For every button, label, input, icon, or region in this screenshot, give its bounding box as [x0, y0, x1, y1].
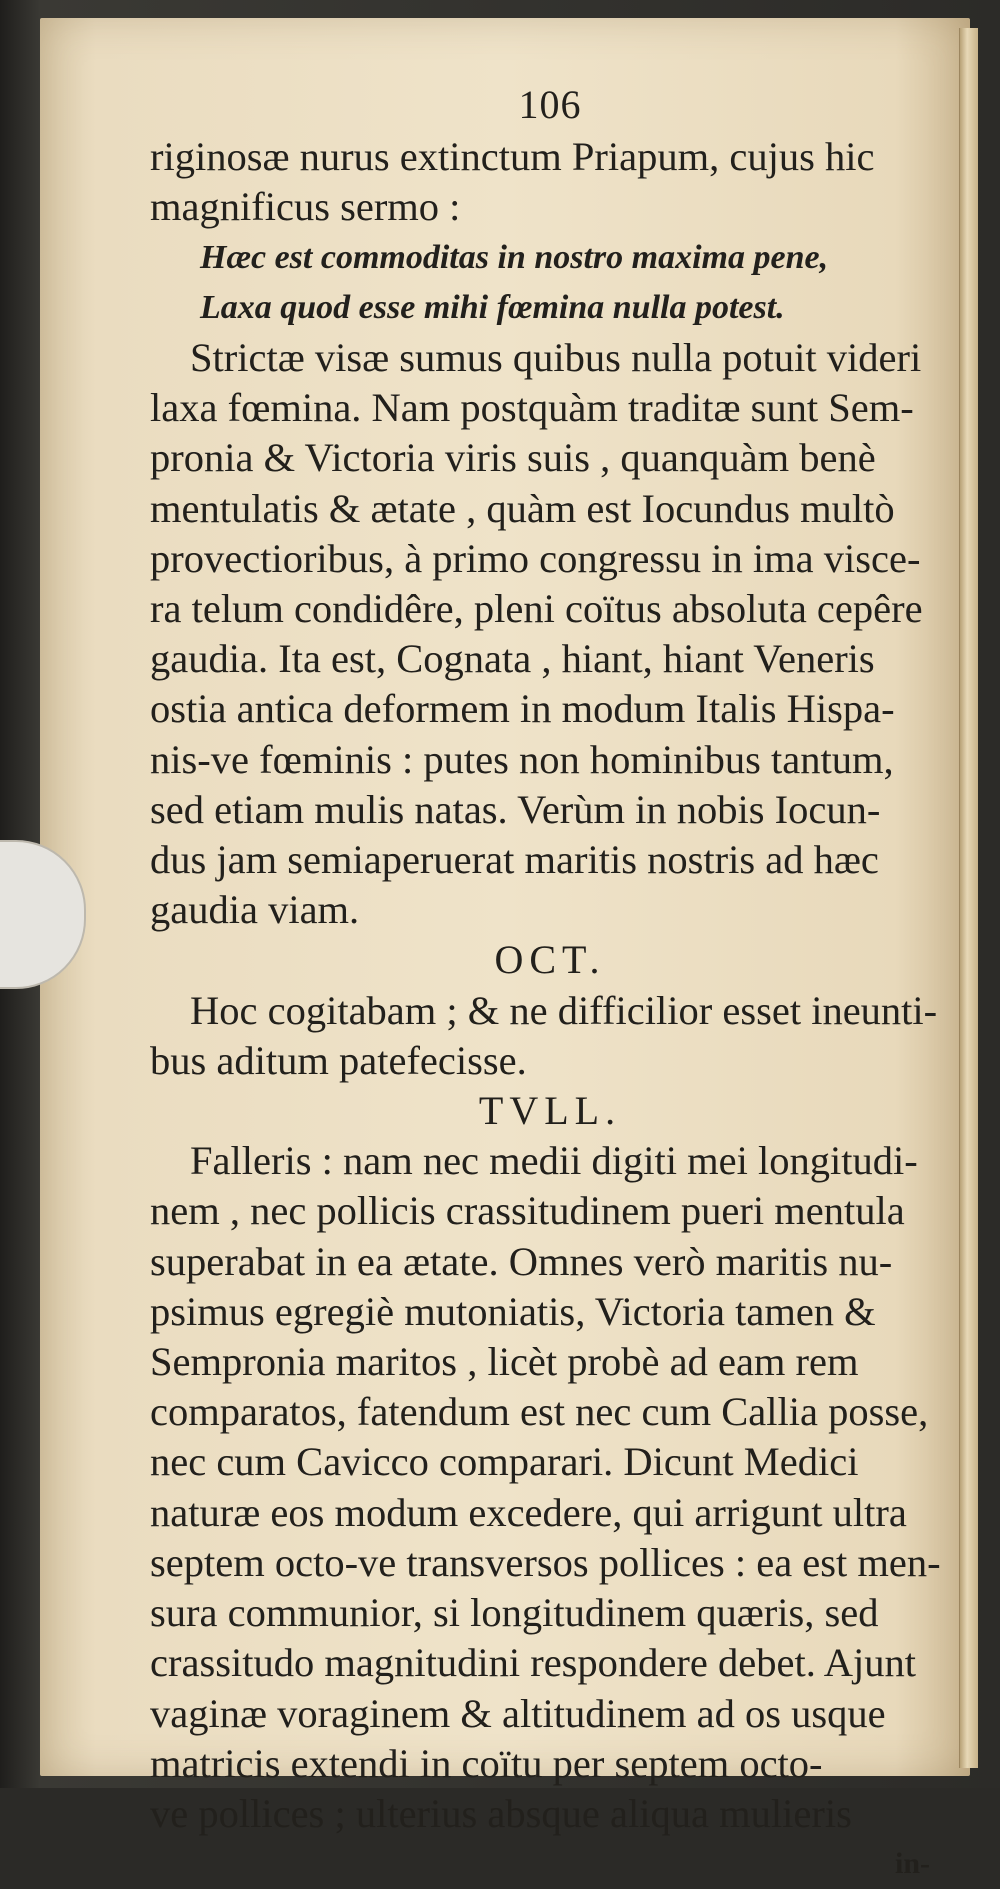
text-line: matricis extendi in coïtu per septem octo-: [150, 1740, 823, 1786]
page-edge: [959, 28, 978, 1768]
speaker-heading: OCT.: [494, 937, 606, 983]
verse-line: Laxa quod esse mihi fœmina nulla potest.: [200, 288, 785, 326]
text-line: vaginæ voraginem & altitudinem ad os usque: [150, 1690, 886, 1736]
text-line: ra telum condidêre, pleni coïtus absoluta cepêre: [150, 586, 923, 632]
text-line: superabat in ea ætate. Omnes verò maritis nu-: [150, 1238, 893, 1284]
text-line: Strictæ visæ sumus quibus nulla potuit videri: [190, 335, 922, 381]
text-line: laxa fœmina. Nam postquàm traditæ sunt Sem-: [150, 385, 914, 431]
text-line: sed etiam mulis natas. Verùm in nobis Iocun-: [150, 786, 881, 832]
text-line: sura communior, si longitudinem quæris, sed: [150, 1590, 879, 1636]
text-line: Hoc cogitabam ; & ne difficilior esset ineunti-: [190, 987, 938, 1033]
text-line: psimus egregiè mutoniatis, Victoria tamen &: [150, 1288, 876, 1334]
text-line: ve pollices ; ulterius absque aliqua mulieris: [150, 1790, 852, 1836]
text-line: gaudia viam.: [150, 887, 360, 933]
text-line: ostia antica deformem in modum Italis Hispa-: [150, 686, 895, 732]
text-line: Sempronia maritos , licèt probè ad eam rem: [150, 1339, 859, 1385]
text-line: nec cum Cavicco comparari. Dicunt Medici: [150, 1439, 859, 1485]
text-line: pronia & Victoria viris suis , quanquàm benè: [150, 435, 876, 481]
text-line: magnificus sermo :: [150, 184, 461, 230]
text-line: nem , nec pollicis crassitudinem pueri mentula: [150, 1188, 905, 1234]
text-line: naturæ eos modum excedere, qui arrigunt ultra: [150, 1489, 907, 1535]
speaker-heading: TVLL.: [478, 1088, 622, 1134]
text-line: Falleris : nam nec medii digiti mei longitudi-: [190, 1138, 918, 1184]
verse-line: Hæc est commoditas in nostro maxima pene,: [200, 238, 829, 276]
text-line: dus jam semiaperuerat maritis nostris ad hæc: [150, 837, 879, 883]
page-text: [150, 80, 950, 1889]
text-line: comparatos, fatendum est nec cum Callia posse,: [150, 1389, 929, 1435]
text-line: bus aditum patefecisse.: [150, 1037, 527, 1083]
page-number: 106: [518, 82, 582, 127]
text-line: riginosæ nurus extinctum Priapum, cujus hic: [150, 134, 875, 180]
text-line: provectioribus, à primo congressu in ima visce-: [150, 535, 921, 581]
text-line: septem octo-ve transversos pollices : ea est men-: [150, 1539, 941, 1585]
text-line: crassitudo magnitudini respondere debet. Ajunt: [150, 1640, 916, 1686]
text-line: gaudia. Ita est, Cognata , hiant, hiant Veneris: [150, 636, 875, 682]
text-line: mentulatis & ætate , quàm est Iocundus multò: [150, 485, 895, 531]
catchword: in-: [894, 1847, 930, 1881]
text-line: nis-ve fœminis : putes non hominibus tantum,: [150, 736, 894, 782]
